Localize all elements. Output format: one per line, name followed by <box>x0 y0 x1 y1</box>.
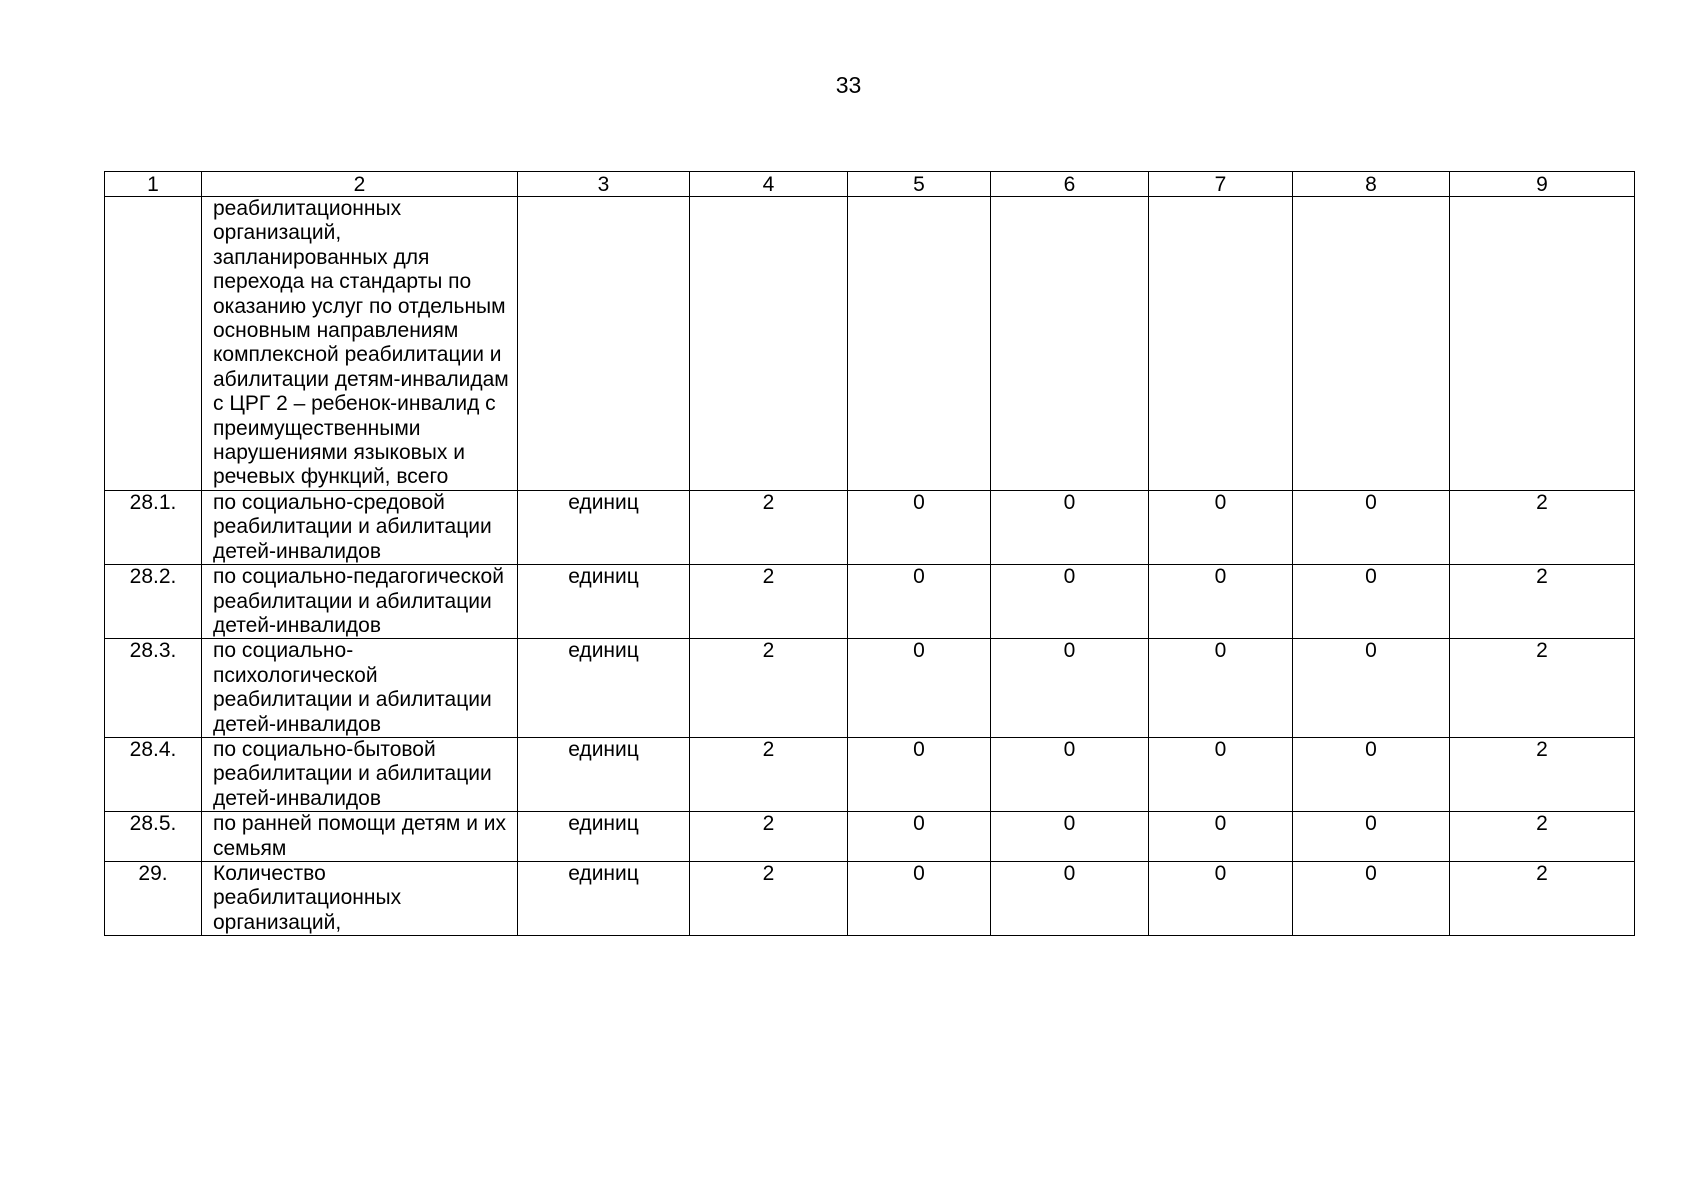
header-cell: 2 <box>202 172 518 197</box>
row-unit: единиц <box>518 812 690 862</box>
row-name: по социально-бытовой реабилитации и абилитации детей-инвалидов <box>202 737 518 811</box>
row-value: 0 <box>1293 565 1450 639</box>
header-cell: 4 <box>690 172 848 197</box>
header-cell: 7 <box>1149 172 1293 197</box>
row-value: 0 <box>1293 639 1450 738</box>
row-value: 0 <box>1149 639 1293 738</box>
row-number: 28.3. <box>105 639 202 738</box>
row-value: 2 <box>690 861 848 935</box>
row-name: по социально-средовой реабилитации и абилитации детей-инвалидов <box>202 490 518 564</box>
row-value: 0 <box>991 639 1149 738</box>
row-value: 2 <box>690 490 848 564</box>
row-value: 0 <box>1293 861 1450 935</box>
row-value: 0 <box>1149 861 1293 935</box>
row-unit: единиц <box>518 737 690 811</box>
row-value: 0 <box>1293 490 1450 564</box>
row-value: 0 <box>848 490 991 564</box>
header-cell: 9 <box>1450 172 1635 197</box>
row-number: 28.4. <box>105 737 202 811</box>
row-value: 2 <box>1450 737 1635 811</box>
row-value: 0 <box>1149 737 1293 811</box>
row-value: 2 <box>690 737 848 811</box>
table-row <box>105 197 1635 491</box>
row-value: 0 <box>991 861 1149 935</box>
row-number: 29. <box>105 861 202 935</box>
row-number <box>105 197 202 491</box>
row-value <box>991 197 1149 491</box>
row-name: по социально-педагогической реабилитации и абилитации детей-инвалидов <box>202 565 518 639</box>
row-value: 2 <box>1450 812 1635 862</box>
table-row <box>105 639 1635 738</box>
row-unit: единиц <box>518 565 690 639</box>
row-value: 0 <box>848 639 991 738</box>
row-name: реабилитационных организаций, запланированных для перехода на стандарты по оказанию услуг по отдельным основным направлениям комплексной реабилитации и абилитации детям-инвалидам с ЦРГ 2 – ребенок-инвалид с преимущественными нарушениями языковых и речевых функций, всего <box>202 197 518 491</box>
row-unit <box>518 197 690 491</box>
row-name: по социально-психологической реабилитации и абилитации детей-инвалидов <box>202 639 518 738</box>
row-value: 0 <box>1293 737 1450 811</box>
header-cell: 8 <box>1293 172 1450 197</box>
row-value: 2 <box>1450 639 1635 738</box>
data-table <box>104 171 1635 936</box>
header-cell: 6 <box>991 172 1149 197</box>
table-row <box>105 861 1635 935</box>
row-value: 0 <box>991 737 1149 811</box>
row-unit: единиц <box>518 490 690 564</box>
row-value: 2 <box>690 639 848 738</box>
row-number: 28.5. <box>105 812 202 862</box>
header-cell: 3 <box>518 172 690 197</box>
row-value: 0 <box>1149 565 1293 639</box>
row-name: по ранней помощи детям и их семьям <box>202 812 518 862</box>
row-value <box>690 197 848 491</box>
row-unit: единиц <box>518 639 690 738</box>
row-value: 0 <box>991 565 1149 639</box>
row-value: 0 <box>848 861 991 935</box>
row-number: 28.2. <box>105 565 202 639</box>
row-value: 0 <box>1149 490 1293 564</box>
table-row <box>105 565 1635 639</box>
row-value <box>1293 197 1450 491</box>
row-value: 0 <box>848 565 991 639</box>
table-row <box>105 812 1635 862</box>
row-value: 2 <box>1450 490 1635 564</box>
table-header-row <box>105 172 1635 197</box>
row-value: 0 <box>1149 812 1293 862</box>
row-value: 2 <box>690 565 848 639</box>
row-value: 0 <box>991 490 1149 564</box>
row-value: 0 <box>991 812 1149 862</box>
row-value: 0 <box>1293 812 1450 862</box>
row-value: 2 <box>1450 565 1635 639</box>
row-value <box>1149 197 1293 491</box>
row-number: 28.1. <box>105 490 202 564</box>
table-row <box>105 737 1635 811</box>
table-row <box>105 490 1635 564</box>
row-name: Количество реабилитационных организаций, <box>202 861 518 935</box>
page-number: 33 <box>835 72 862 98</box>
header-cell: 5 <box>848 172 991 197</box>
row-value <box>848 197 991 491</box>
row-value: 2 <box>690 812 848 862</box>
row-value: 0 <box>848 737 991 811</box>
header-cell: 1 <box>105 172 202 197</box>
row-unit: единиц <box>518 861 690 935</box>
row-value <box>1450 197 1635 491</box>
row-value: 2 <box>1450 861 1635 935</box>
row-value: 0 <box>848 812 991 862</box>
